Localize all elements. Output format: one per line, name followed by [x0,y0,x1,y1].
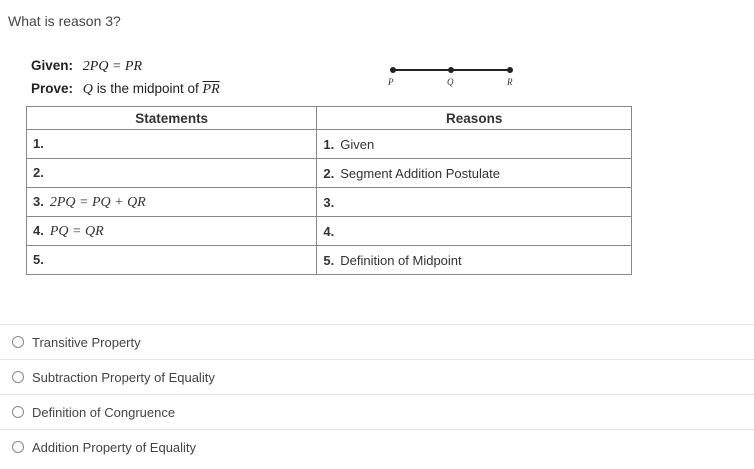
statement-number: 5. [33,251,44,267]
reason-cell [317,217,632,246]
statement-number: 4. [33,222,44,238]
reason-number: 1. [323,136,335,152]
statement-text: 2PQ = PQ + QR [49,194,146,210]
table-row [27,159,632,188]
prove-text: is the midpoint of [96,81,199,96]
reason-number: 3. [323,194,335,210]
reason-number: 2. [323,165,335,181]
statement-cell [27,130,317,159]
reason-cell [317,188,632,217]
choice-label[interactable]: Subtraction Property of Equality [32,369,215,385]
statement-cell [27,159,317,188]
prove-line [31,81,220,98]
statement-cell [27,217,317,246]
statement-number: 1. [33,135,44,151]
reason-cell [317,246,632,275]
radio-circle-icon[interactable] [12,441,24,453]
reason-cell [317,159,632,188]
statements-header: Statements [27,107,317,130]
point-p-dot [390,67,396,73]
reason-text: Definition of Midpoint [340,252,462,268]
answer-choice[interactable] [0,429,754,464]
given-label: Given: [31,58,74,73]
reason-text: Segment Addition Postulate [340,165,500,181]
table-row [27,130,632,159]
radio-circle-icon[interactable] [12,336,24,348]
table-row [27,188,632,217]
table-row [27,217,632,246]
question-text: What is reason 3? [8,13,121,29]
segment-diagram [385,60,520,90]
prove-label: Prove: [31,81,74,96]
choice-label[interactable]: Transitive Property [32,334,141,350]
point-r-dot [507,67,513,73]
prove-segment: $\overline{PR}$ [202,82,220,97]
reason-text: Given [340,136,375,152]
table-header-row [27,107,632,130]
choice-label[interactable]: Definition of Congruence [32,404,176,420]
statement-cell [27,246,317,275]
reason-number: 4. [323,223,335,239]
statement-number: 2. [33,164,44,180]
reason-cell [317,130,632,159]
given-expression: 2PQ = PR [82,59,142,74]
reason-number: 5. [323,252,335,268]
radio-circle-icon[interactable] [12,406,24,418]
proof-table [26,106,632,275]
answer-choice[interactable] [0,324,754,359]
point-r-label: R [507,77,513,87]
answer-choices [0,324,754,464]
given-line [31,58,142,75]
prove-variable: Q [82,82,93,97]
point-q-dot [448,67,454,73]
point-p-label: P [388,77,394,87]
radio-circle-icon[interactable] [12,371,24,383]
point-q-label: Q [447,77,454,87]
answer-choice[interactable] [0,394,754,429]
statement-text: PQ = QR [49,223,104,239]
table-row [27,246,632,275]
choice-label[interactable]: Addition Property of Equality [32,439,197,455]
statement-cell [27,188,317,217]
reasons-header: Reasons [317,107,632,130]
answer-choice[interactable] [0,359,754,394]
statement-number: 3. [33,193,44,209]
